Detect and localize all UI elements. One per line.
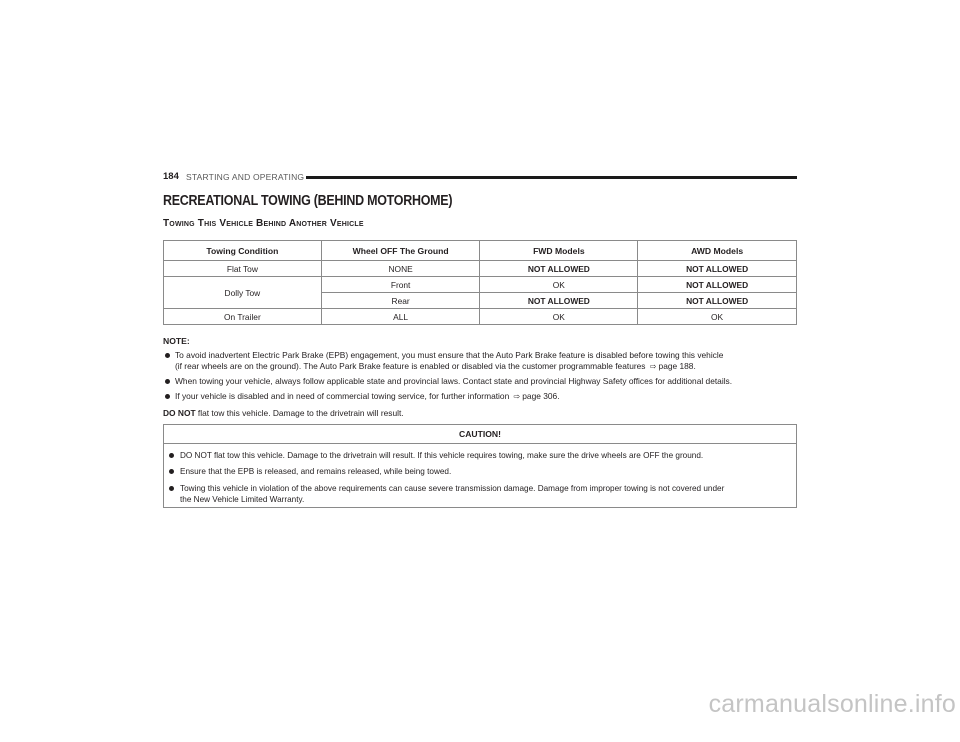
caution-text: Ensure that the EPB is released, and remains released, while being towed. [180, 467, 452, 476]
bullet-dot-icon [169, 469, 174, 474]
page-reference-link[interactable]: page 306. [522, 391, 560, 401]
table-header-cell: AWD Models [638, 241, 797, 261]
table-cell: On Trailer [164, 309, 322, 325]
do-not-text: flat tow this vehicle. Damage to the drivetrain will result. [195, 408, 404, 418]
bullet-dot-icon [165, 379, 170, 384]
note-text: When towing your vehicle, always follow applicable state and provincial laws. Contact state and provincial Highway Safety offices for additional details. [175, 376, 733, 386]
watermark: carmanualsonline.info [708, 690, 956, 718]
note-text: To avoid inadvertent Electric Park Brake (EPB) engagement, you must ensure that the Auto Park Brake feature is disabled before towing this vehicle [175, 350, 724, 360]
table-cell: Rear [321, 293, 480, 309]
table-cell: OK [480, 309, 638, 325]
table-header-cell: Towing Condition [164, 241, 322, 261]
table-cell: NOT ALLOWED [638, 293, 797, 309]
bullet-dot-icon [169, 453, 174, 458]
caution-text: Towing this vehicle in violation of the above requirements can cause severe transmission damage. Damage from improper towing is not covered under [180, 484, 725, 493]
table-cell: Flat Tow [164, 261, 322, 277]
note-text: (if rear wheels are on the ground). The Auto Park Brake feature is enabled or disabled via the customer programmable features [175, 361, 646, 371]
caution-text: DO NOT flat tow this vehicle. Damage to the drivetrain will result. If this vehicle requires towing, make sure the drive wheels are OFF the ground. [180, 451, 704, 460]
table-cell: OK [480, 277, 638, 293]
do-not-label: DO NOT [163, 408, 196, 418]
caution-item [169, 450, 789, 461]
bullet-dot-icon [165, 394, 170, 399]
table-cell: NOT ALLOWED [638, 261, 797, 277]
do-not-statement [163, 408, 404, 418]
table-header-row [164, 241, 797, 261]
header-rule [306, 176, 797, 179]
towing-table [163, 240, 797, 325]
page-heading: RECREATIONAL TOWING (BEHIND MOTORHOME) [163, 193, 453, 209]
page-reference-arrow-icon: ⇨ [513, 392, 521, 401]
bullet-dot-icon [169, 486, 174, 491]
page-reference-link[interactable]: page 188. [658, 361, 696, 371]
note-item [163, 350, 797, 372]
bullet-dot-icon [165, 353, 170, 358]
caution-item [169, 466, 789, 477]
table-cell: ALL [321, 309, 480, 325]
note-item [163, 391, 797, 402]
table-cell: NOT ALLOWED [638, 277, 797, 293]
page-number: 184 [163, 171, 179, 182]
section-title: STARTING AND OPERATING [186, 172, 305, 182]
note-item [163, 376, 797, 387]
table-cell: OK [638, 309, 797, 325]
table-cell: NOT ALLOWED [480, 293, 638, 309]
table-header-cell: Wheel OFF The Ground [321, 241, 480, 261]
table-cell: NOT ALLOWED [480, 261, 638, 277]
caution-text: the New Vehicle Limited Warranty. [180, 495, 305, 504]
page-reference-arrow-icon: ⇨ [649, 362, 657, 371]
table-row [164, 277, 797, 293]
caution-title: CAUTION! [164, 425, 796, 444]
table-row [164, 309, 797, 325]
table-cell: Front [321, 277, 480, 293]
table-cell: NONE [321, 261, 480, 277]
note-label: NOTE: [163, 336, 190, 346]
sub-heading: Towing This Vehicle Behind Another Vehicle [163, 218, 364, 229]
table-cell: Dolly Tow [164, 277, 322, 309]
note-text: If your vehicle is disabled and in need of commercial towing service, for further information [175, 391, 510, 401]
table-row [164, 261, 797, 277]
table-header-cell: FWD Models [480, 241, 638, 261]
caution-item [169, 483, 789, 505]
page-header [163, 171, 797, 185]
caution-box [163, 424, 797, 508]
